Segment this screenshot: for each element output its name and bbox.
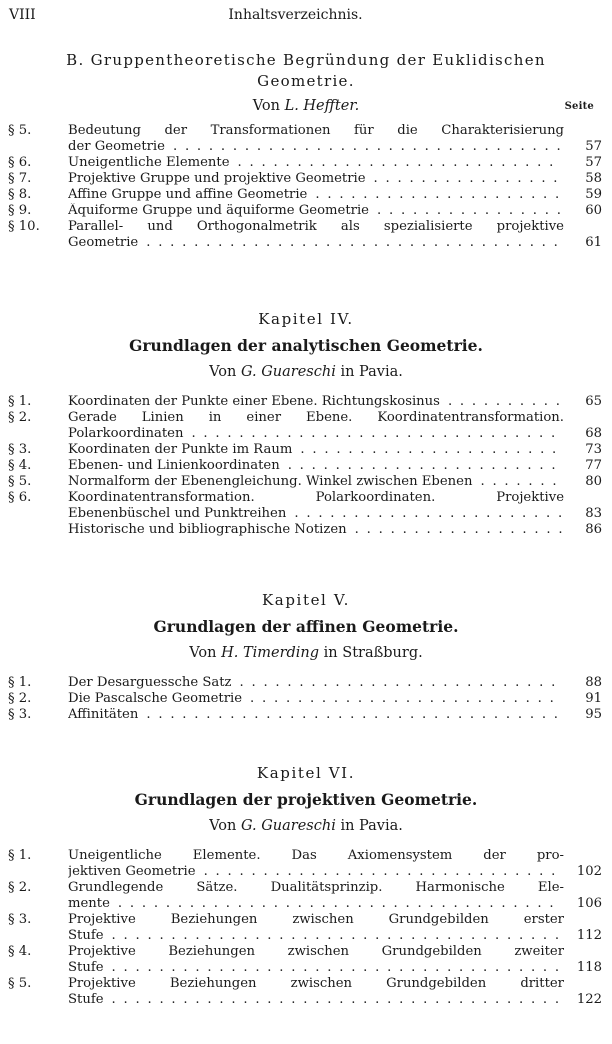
author-name: G. Guareschi <box>240 364 336 380</box>
section-b <box>0 50 612 251</box>
page-reference: 57 <box>562 139 602 155</box>
section-number: § 10. <box>8 219 40 234</box>
section-number: § 5. <box>8 123 32 138</box>
entry-title-line <box>68 707 564 723</box>
toc-entry <box>0 442 612 458</box>
entry-title-line <box>68 848 564 864</box>
entry-title <box>68 394 564 410</box>
entry-text: Gerade Linien in einer Ebene. Koordinatentransformation. <box>68 410 564 425</box>
entry-text: Geometrie <box>68 235 139 250</box>
entry-text: Projektive Beziehungen zwischen Grundgebilden zweiter <box>68 944 564 959</box>
toc-entry <box>0 691 612 707</box>
entry-title-line <box>68 928 564 944</box>
author-prefix: Von <box>189 645 217 661</box>
entry-text: Der Desarguessche Satz <box>68 675 232 690</box>
author-name: H. Timerding <box>221 645 320 661</box>
section-number: § 4. <box>8 944 32 959</box>
page-reference: 77 <box>562 458 602 474</box>
entry-title-line <box>68 490 564 506</box>
section-number: § 1. <box>8 848 32 863</box>
toc-entry <box>0 675 612 691</box>
entry-title <box>68 691 564 707</box>
kapitel-4 <box>0 310 612 538</box>
toc-entry <box>0 410 612 442</box>
entry-text: Ebenenbüschel und Punktreihen <box>68 506 287 521</box>
page-reference: 88 <box>562 675 602 691</box>
author-prefix: Von <box>252 98 280 114</box>
entry-text: Stufe <box>68 992 104 1007</box>
entry-text: Projektive Gruppe und projektive Geometrie <box>68 171 366 186</box>
entry-title-line <box>68 123 564 139</box>
page-reference: 59 <box>562 187 602 203</box>
entry-text: Parallel- und Orthogonalmetrik als spezialisierte projektive <box>68 219 564 234</box>
entry-title-line <box>68 394 564 410</box>
entry-title-line <box>68 474 564 490</box>
entry-title <box>68 458 564 474</box>
toc-entry <box>0 522 612 538</box>
page-reference: 57 <box>562 155 602 171</box>
entry-title-line <box>68 235 564 251</box>
page-reference: 83 <box>562 506 602 522</box>
kapitel-title: Grundlagen der projektiven Geometrie. <box>134 790 478 809</box>
entry-title <box>68 976 564 1008</box>
entry-title-line <box>68 912 564 928</box>
toc-list <box>0 394 612 538</box>
toc-entry <box>0 171 612 187</box>
author-location: in Pavia. <box>340 818 403 834</box>
entry-title <box>68 442 564 458</box>
entry-title <box>68 675 564 691</box>
entry-text: Die Pascalsche Geometrie <box>68 691 243 706</box>
toc-list <box>0 675 612 723</box>
section-number: § 2. <box>8 410 32 425</box>
entry-text: Koordinatentransformation. Polarkoordinaten. Projektive <box>68 490 564 505</box>
section-b-author <box>0 98 612 114</box>
seite-label: Seite <box>564 101 594 112</box>
entry-title-line <box>68 155 564 171</box>
entry-title-line <box>68 522 564 538</box>
page-reference: 95 <box>562 707 602 723</box>
toc-entry <box>0 880 612 912</box>
entry-text: Projektive Beziehungen zwischen Grundgebilden erster <box>68 912 564 927</box>
entry-title <box>68 187 564 203</box>
author-location: in Pavia. <box>340 364 403 380</box>
entry-text: mente <box>68 896 110 911</box>
toc-entry <box>0 123 612 155</box>
kapitel-heading: Kapitel V. <box>262 591 350 609</box>
entry-text: Koordinaten der Punkte im Raum <box>68 442 293 457</box>
kapitel-author <box>0 645 612 661</box>
kapitel-6 <box>0 764 612 1008</box>
entry-title <box>68 219 564 251</box>
section-number: § 5. <box>8 976 32 991</box>
page-reference: 86 <box>562 522 602 538</box>
entry-title-line <box>68 691 564 707</box>
kapitel-heading: Kapitel IV. <box>258 310 354 328</box>
entry-text: Bedeutung der Transformationen für die Charakterisierung <box>68 123 564 138</box>
section-number: § 3. <box>8 442 32 457</box>
toc-entry <box>0 976 612 1008</box>
section-number: § 4. <box>8 458 32 473</box>
entry-title <box>68 203 564 219</box>
page-reference: 91 <box>562 691 602 707</box>
entry-title <box>68 912 564 944</box>
page-reference: 122 <box>562 992 602 1008</box>
kapitel-author <box>0 364 612 380</box>
entry-text: Koordinaten der Punkte einer Ebene. Richtungskosinus <box>68 394 440 409</box>
toc-list <box>0 123 612 251</box>
kapitel-title: Grundlagen der analytischen Geometrie. <box>129 336 483 355</box>
section-number: § 7. <box>8 171 32 186</box>
entry-title <box>68 848 564 880</box>
entry-text: Grundlegende Sätze. Dualitätsprinzip. Harmonische Ele- <box>68 880 564 895</box>
entry-text: Äquiforme Gruppe und äquiforme Geometrie <box>68 203 369 218</box>
page-reference: 68 <box>562 426 602 442</box>
entry-title <box>68 171 564 187</box>
section-number: § 1. <box>8 394 32 409</box>
author-location: in Straßburg. <box>323 645 423 661</box>
entry-text: Historische und bibliographische Notizen <box>68 522 347 537</box>
entry-title-line <box>68 187 564 203</box>
page-reference: 118 <box>562 960 602 976</box>
entry-text: Affinitäten <box>68 707 139 722</box>
running-head <box>9 4 582 26</box>
toc-entry <box>0 707 612 723</box>
toc-entry <box>0 944 612 976</box>
page-reference: 65 <box>562 394 602 410</box>
entry-title-line <box>68 139 564 155</box>
page-reference: 60 <box>562 203 602 219</box>
section-number: § 1. <box>8 675 32 690</box>
section-number: § 8. <box>8 187 32 202</box>
author-prefix: Von <box>209 818 237 834</box>
entry-title-line <box>68 976 564 992</box>
author-name: L. Heffter. <box>284 98 360 114</box>
entry-title-line <box>68 410 564 426</box>
page-reference: 106 <box>562 896 602 912</box>
page-reference: 112 <box>562 928 602 944</box>
section-number: § 3. <box>8 912 32 927</box>
toc-entry <box>0 219 612 251</box>
kapitel-5 <box>0 591 612 723</box>
entry-text: Stufe <box>68 960 104 975</box>
entry-title-line <box>68 864 564 880</box>
entry-title-line <box>68 171 564 187</box>
section-number: § 2. <box>8 691 32 706</box>
entry-title <box>68 155 564 171</box>
entry-title-line <box>68 506 564 522</box>
page-reference: 73 <box>562 442 602 458</box>
entry-title <box>68 123 564 155</box>
entry-text: Stufe <box>68 928 104 943</box>
toc-entry <box>0 474 612 490</box>
entry-title-line <box>68 426 564 442</box>
entry-title-line <box>68 880 564 896</box>
page-number: VIII <box>9 7 36 23</box>
section-number: § 6. <box>8 490 32 505</box>
entry-text: Normalform der Ebenengleichung. Winkel zwischen Ebenen <box>68 474 473 489</box>
entry-text: Projektive Beziehungen zwischen Grundgebilden dritter <box>68 976 564 991</box>
kapitel-title: Grundlagen der affinen Geometrie. <box>153 617 459 636</box>
section-number: § 2. <box>8 880 32 895</box>
page-reference: 58 <box>562 171 602 187</box>
page-reference: 61 <box>562 235 602 251</box>
entry-title <box>68 707 564 723</box>
entry-title <box>68 490 564 522</box>
section-number: § 6. <box>8 155 32 170</box>
entry-title <box>68 410 564 442</box>
entry-title-line <box>68 675 564 691</box>
entry-title-line <box>68 442 564 458</box>
toc-entry <box>0 394 612 410</box>
toc-entry <box>0 490 612 522</box>
entry-title-line <box>68 960 564 976</box>
entry-title <box>68 880 564 912</box>
entry-title-line <box>68 896 564 912</box>
entry-text: der Geometrie <box>68 139 165 154</box>
author-name: G. Guareschi <box>240 818 336 834</box>
entry-text: Ebenen- und Linienkoordinaten <box>68 458 280 473</box>
toc-list <box>0 848 612 1008</box>
entry-text: Polarkoordinaten <box>68 426 184 441</box>
entry-title-line <box>68 458 564 474</box>
entry-title-line <box>68 203 564 219</box>
toc-entry <box>0 155 612 171</box>
entry-title-line <box>68 992 564 1008</box>
toc-entry <box>0 848 612 880</box>
running-title: Inhaltsverzeichnis. <box>228 7 363 23</box>
section-number: § 5. <box>8 474 32 489</box>
entry-text: Affine Gruppe und affine Geometrie <box>68 187 308 202</box>
entry-title-line <box>68 944 564 960</box>
entry-title <box>68 474 564 490</box>
entry-text: Uneigentliche Elemente. Das Axiomensystem der pro- <box>68 848 564 863</box>
kapitel-heading: Kapitel VI. <box>256 764 356 782</box>
page-reference: 80 <box>562 474 602 490</box>
section-number: § 3. <box>8 707 32 722</box>
toc-entry <box>0 458 612 474</box>
entry-title-line <box>68 219 564 235</box>
toc-entry <box>0 912 612 944</box>
toc-entry <box>0 187 612 203</box>
page-reference: 102 <box>562 864 602 880</box>
toc-entry <box>0 203 612 219</box>
entry-title <box>68 522 564 538</box>
section-number: § 9. <box>8 203 32 218</box>
entry-text: Uneigentliche Elemente <box>68 155 230 170</box>
entry-text: jektiven Geometrie <box>68 864 196 879</box>
author-prefix: Von <box>209 364 237 380</box>
entry-title <box>68 944 564 976</box>
kapitel-author <box>0 818 612 834</box>
section-b-title: B. Gruppentheoretische Begründung der Euklidischen Geometrie. <box>66 51 546 90</box>
